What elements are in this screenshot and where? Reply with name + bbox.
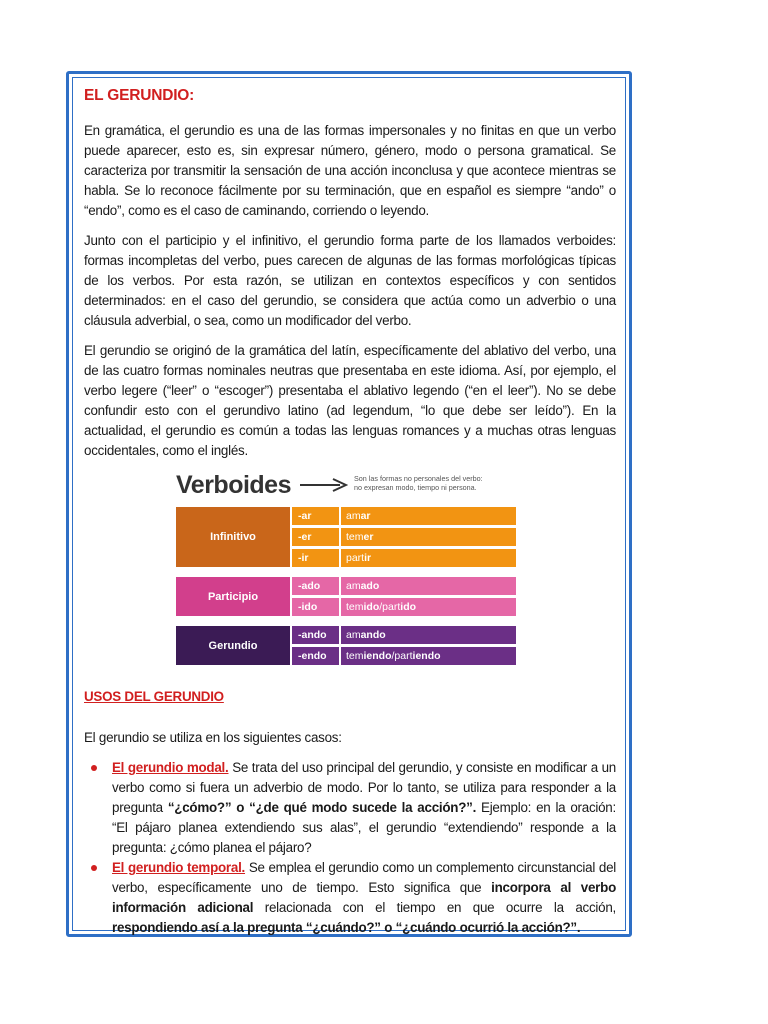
example-ending: ar: [360, 510, 371, 522]
verboide-example: [341, 626, 516, 644]
use-item: [91, 858, 616, 938]
verboide-row: [292, 598, 516, 616]
verboide-example: [341, 598, 516, 616]
document-content: [84, 86, 616, 938]
verboide-suffix: -endo: [292, 647, 339, 665]
paragraph-definition: En gramática, el gerundio es una de las formas impersonales y no finitas en que un verbo puede aparecer, esto es, sin expresar número, género, modo o persona gramatical. Se caracteriza por transmitir la sensación de una acción inconclusa y que acontece mientras se habla. Se lo reconoce fácilmente por su terminación, que en español es siempre “ando” o “endo”, como es el caso de caminando, corriendo o leyendo.: [84, 123, 616, 218]
bullet-icon: [91, 765, 97, 771]
verboide-label: Gerundio: [176, 626, 290, 665]
example-stem: /part: [379, 601, 401, 613]
example-ending: er: [363, 531, 374, 543]
verboide-rows: [292, 626, 516, 668]
example-stem: /part: [391, 650, 413, 662]
example-ending: ido: [363, 601, 380, 613]
verboide-suffix: -ir: [292, 549, 339, 567]
paragraph-origin: El gerundio se originó de la gramática del latín, específicamente del ablativo del verbo, una de las cuatro formas nominales neutras que presentaba en este idioma. Así, por ejemplo, el verbo legere (“leer” o “escoger”) presentaba el ablativo legendo (“en el leer”). No se debe confundir esto con el gerundivo latino (ad legendum, “lo que debe ser leído”). En la actualidad, el gerundio es común a todas las lenguas romances y a muchas otras lenguas occidentales, como el inglés.: [84, 343, 616, 458]
uses-list: [91, 758, 616, 938]
verboide-row: [292, 528, 516, 546]
example-stem: tem: [346, 531, 364, 543]
section-title-uses: USOS DEL GERUNDIO: [84, 689, 224, 704]
verboide-example: [341, 577, 516, 595]
verboide-rows: [292, 577, 516, 619]
verboide-suffix: -ido: [292, 598, 339, 616]
verboide-row: [292, 647, 516, 665]
paragraph-verboides: Junto con el participio y el infinitivo, el gerundio forma parte de los llamados verboides: formas incompletas del verbo, pues carecen de algunas de las formas morfológicas típicas de los verbos. Por esta razón, se utilizan en contextos específicos y con sentidos determinados: en el caso del gerundio, se considera que actúa como un adverbio o una cláusula adverbial, o sea, como un modificador del verbo.: [84, 233, 616, 328]
use-text: Ejemplo: en la oración: “El pájaro planea extendiendo sus alas”, el gerundio “extendiendo” responde a la pregunta: ¿cómo planea el pájaro?: [112, 800, 616, 855]
use-bold-text: “¿cómo?” o “¿de qué modo sucede la acción?”.: [167, 800, 477, 815]
use-text: relacionada con el tiempo en que ocurre la acción,: [253, 900, 616, 915]
example-ending: ir: [364, 552, 372, 564]
verboide-suffix: -ado: [292, 577, 339, 595]
example-ending: ido: [400, 601, 417, 613]
verboide-example: [341, 507, 516, 525]
verboide-row: [292, 549, 516, 567]
use-term: El gerundio modal.: [112, 760, 229, 775]
document-title: EL GERUNDIO:: [84, 87, 195, 104]
verboide-suffix: -er: [292, 528, 339, 546]
figure-title: Verboides: [176, 471, 291, 499]
example-stem: part: [346, 552, 365, 564]
use-text: Se emplea el gerundio como un complemento circunstancial del verbo, específicamente uno de tiempo. Esto significa que: [112, 860, 616, 895]
verboide-rows: [292, 507, 516, 570]
example-stem: am: [346, 510, 361, 522]
verboide-suffix: -ando: [292, 626, 339, 644]
verboide-group: [176, 626, 516, 665]
verboide-example: [341, 528, 516, 546]
verboide-suffix: -ar: [292, 507, 339, 525]
example-stem: tem: [346, 601, 364, 613]
verboide-group: [176, 507, 516, 567]
figure-note: [354, 475, 524, 492]
example-stem: am: [346, 629, 361, 641]
use-term: El gerundio temporal.: [112, 860, 246, 875]
use-item: [91, 758, 616, 858]
example-ending: ando: [360, 629, 386, 641]
figure-note-line: Son las formas no personales del verbo:: [354, 474, 483, 483]
verboide-example: [341, 549, 516, 567]
verboide-row: [292, 626, 516, 644]
uses-intro: El gerundio se utiliza en los siguientes casos:: [84, 730, 342, 745]
verboide-row: [292, 577, 516, 595]
example-stem: am: [346, 580, 361, 592]
use-bold-text: respondiendo así a la pregunta “¿cuándo?” o “¿cuándo ocurrió la acción?”.: [112, 920, 581, 935]
verboide-row: [292, 507, 516, 525]
verboide-group: [176, 577, 516, 616]
bullet-icon: [91, 865, 97, 871]
verboides-figure: [176, 471, 516, 671]
use-text: Se trata del uso principal del gerundio, y consiste en modificar a un verbo como si fuera un adverbio de modo. Por lo tanto, se utiliza para responder a la pregunta: [112, 760, 616, 815]
example-ending: iendo: [363, 650, 392, 662]
verboide-example: [341, 647, 516, 665]
verboide-label: Infinitivo: [176, 507, 290, 567]
example-stem: tem: [346, 650, 364, 662]
right-arrow-icon: [300, 478, 348, 492]
example-ending: ado: [360, 580, 380, 592]
verboide-label: Participio: [176, 577, 290, 616]
figure-note-line: no expresan modo, tiempo ni persona.: [354, 482, 477, 492]
use-bold-text: incorpora al verbo información adicional: [112, 880, 617, 915]
example-ending: iendo: [412, 650, 441, 662]
